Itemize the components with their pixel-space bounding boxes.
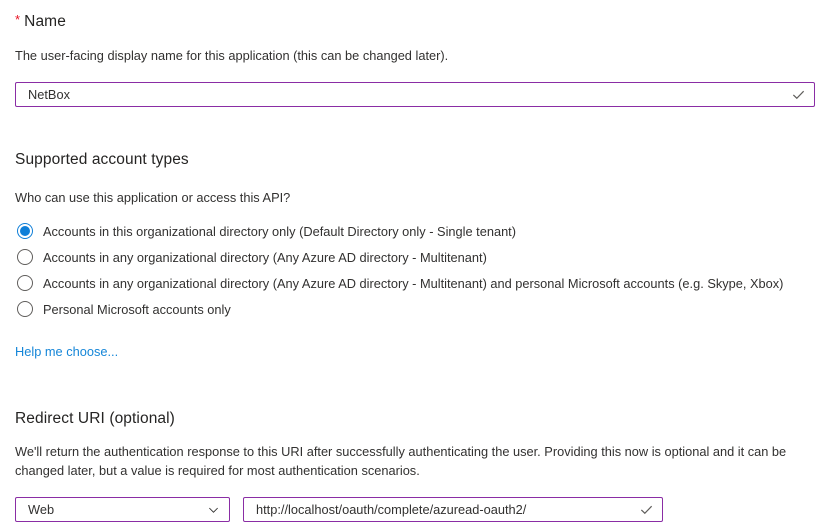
redirect-uri-input[interactable]	[243, 497, 663, 522]
redirect-uri-input-wrap	[243, 497, 663, 522]
account-types-question: Who can use this application or access this API?	[15, 190, 291, 205]
help-me-choose-link[interactable]: Help me choose...	[15, 344, 119, 359]
radio-option-personal-only[interactable]	[15, 296, 815, 322]
radio-button-icon	[17, 301, 33, 317]
radio-option-label: Accounts in this organizational directory only (Default Directory only - Single tenant)	[43, 223, 516, 239]
chevron-down-icon	[207, 505, 220, 516]
radio-option-single-tenant[interactable]	[15, 218, 815, 244]
radio-option-label: Personal Microsoft accounts only	[43, 301, 231, 317]
name-input[interactable]	[15, 82, 815, 107]
name-label: Name	[24, 13, 66, 30]
radio-option-label: Accounts in any organizational directory (Any Azure AD directory - Multitenant)	[43, 249, 487, 265]
radio-option-multitenant[interactable]	[15, 244, 815, 270]
redirect-uri-row	[15, 497, 815, 522]
redirect-uri-description: We'll return the authentication response to this URI after successfully authenticating the user. Providing this now is optional and it can be changed later, but a value is required for most authentication scenarios.	[15, 444, 787, 478]
radio-option-multitenant-personal[interactable]	[15, 270, 815, 296]
platform-select-value: Web	[28, 502, 55, 517]
platform-select[interactable]	[15, 497, 230, 522]
name-input-wrap	[15, 82, 815, 107]
account-types-title: Supported account types	[15, 151, 189, 168]
radio-button-icon	[17, 275, 33, 291]
redirect-uri-title: Redirect URI (optional)	[15, 410, 175, 427]
name-section-title	[15, 13, 815, 31]
radio-option-label: Accounts in any organizational directory (Any Azure AD directory - Multitenant) and personal Microsoft accounts (e.g. Skype, Xbox)	[43, 275, 784, 291]
radio-button-icon	[17, 223, 33, 239]
required-asterisk: *	[15, 12, 21, 27]
name-description: The user-facing display name for this application (this can be changed later).	[15, 48, 449, 63]
radio-button-icon	[17, 249, 33, 265]
